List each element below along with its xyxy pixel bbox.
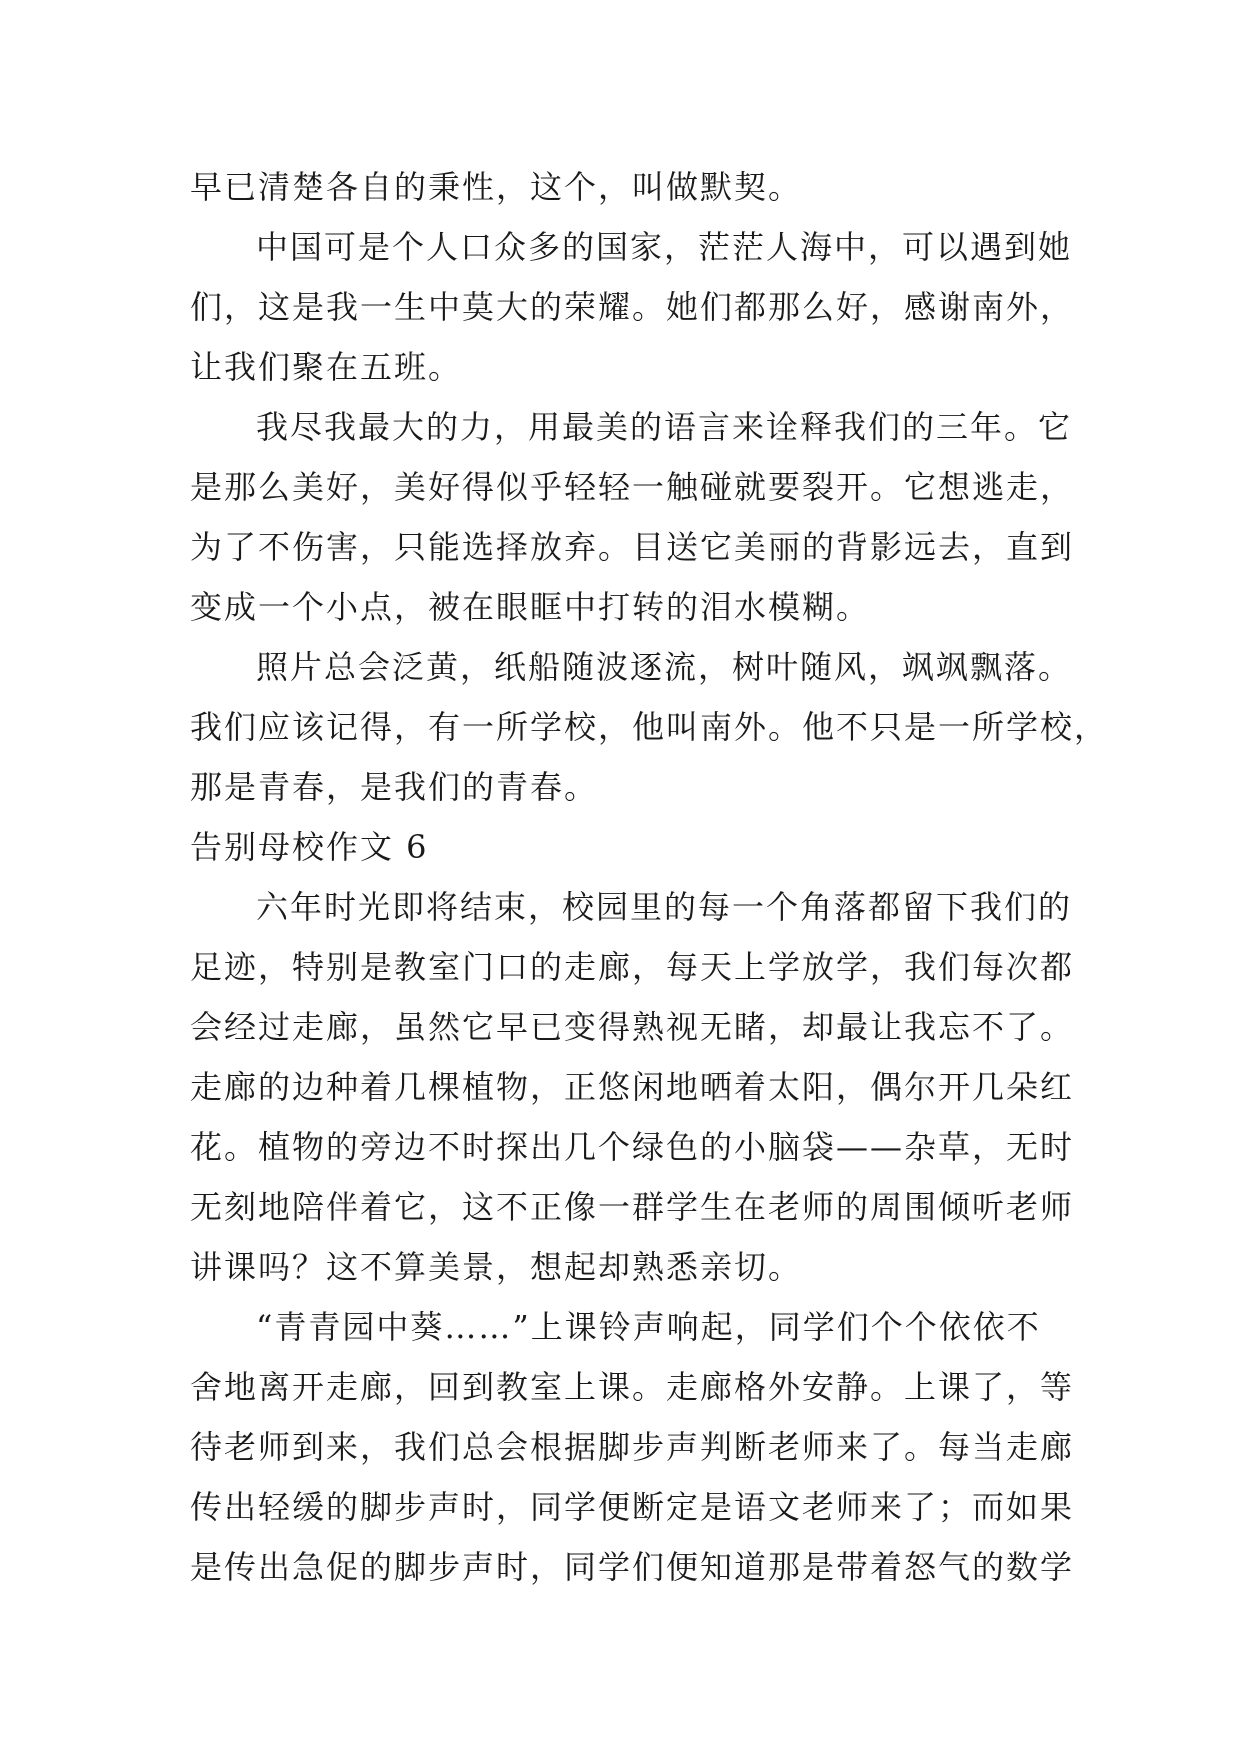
paragraph-start-line: “青青园中葵……”上课铃声响起，同学们个个依依不 bbox=[256, 1308, 1041, 1346]
paragraph-start-line: 中国可是个人口众多的国家，茫茫人海中，可以遇到她 bbox=[256, 228, 1073, 266]
text-line: 为了不伤害，只能选择放弃。目送它美丽的背影远去，直到 bbox=[190, 528, 1075, 566]
text-line: 花。植物的旁边不时探出几个绿色的小脑袋——杂草，无时 bbox=[190, 1128, 1075, 1166]
text-line: 待老师到来，我们总会根据脚步声判断老师来了。每当走廊 bbox=[190, 1428, 1075, 1466]
text-line: 那是青春，是我们的青春。 bbox=[190, 768, 599, 806]
text-line: 让我们聚在五班。 bbox=[190, 348, 463, 386]
section-heading: 告别母校作文 6 bbox=[190, 828, 429, 866]
text-line: 走廊的边种着几棵植物，正悠闲地晒着太阳，偶尔开几朵红 bbox=[190, 1068, 1075, 1106]
text-line: 我们应该记得，有一所学校，他叫南外。他不只是一所学校， bbox=[190, 708, 1109, 746]
paragraph-start-line: 我尽我最大的力，用最美的语言来诠释我们的三年。它 bbox=[256, 408, 1073, 446]
text-line: 早已清楚各自的秉性，这个，叫做默契。 bbox=[190, 168, 803, 206]
text-line: 是那么美好，美好得似乎轻轻一触碰就要裂开。它想逃走， bbox=[190, 468, 1075, 506]
paragraph-start-line: 六年时光即将结束，校园里的每一个角落都留下我们的 bbox=[256, 888, 1073, 926]
text-line: 们，这是我一生中莫大的荣耀。她们都那么好，感谢南外， bbox=[190, 288, 1075, 326]
text-line: 舍地离开走廊，回到教室上课。走廊格外安静。上课了，等 bbox=[190, 1368, 1075, 1406]
text-line: 传出轻缓的脚步声时，同学便断定是语文老师来了；而如果 bbox=[190, 1488, 1075, 1526]
text-line: 无刻地陪伴着它，这不正像一群学生在老师的周围倾听老师 bbox=[190, 1188, 1075, 1226]
text-line: 讲课吗？这不算美景，想起却熟悉亲切。 bbox=[190, 1248, 803, 1286]
essay-text bbox=[190, 157, 1109, 1597]
text-line: 足迹，特别是教室门口的走廊，每天上学放学，我们每次都 bbox=[190, 948, 1075, 986]
text-line: 是传出急促的脚步声时，同学们便知道那是带着怒气的数学 bbox=[190, 1548, 1075, 1586]
paragraph-start-line: 照片总会泛黄，纸船随波逐流，树叶随风，飒飒飘落。 bbox=[256, 648, 1073, 686]
text-line: 变成一个小点，被在眼眶中打转的泪水模糊。 bbox=[190, 588, 871, 626]
text-line: 会经过走廊，虽然它早已变得熟视无睹，却最让我忘不了。 bbox=[190, 1008, 1075, 1046]
